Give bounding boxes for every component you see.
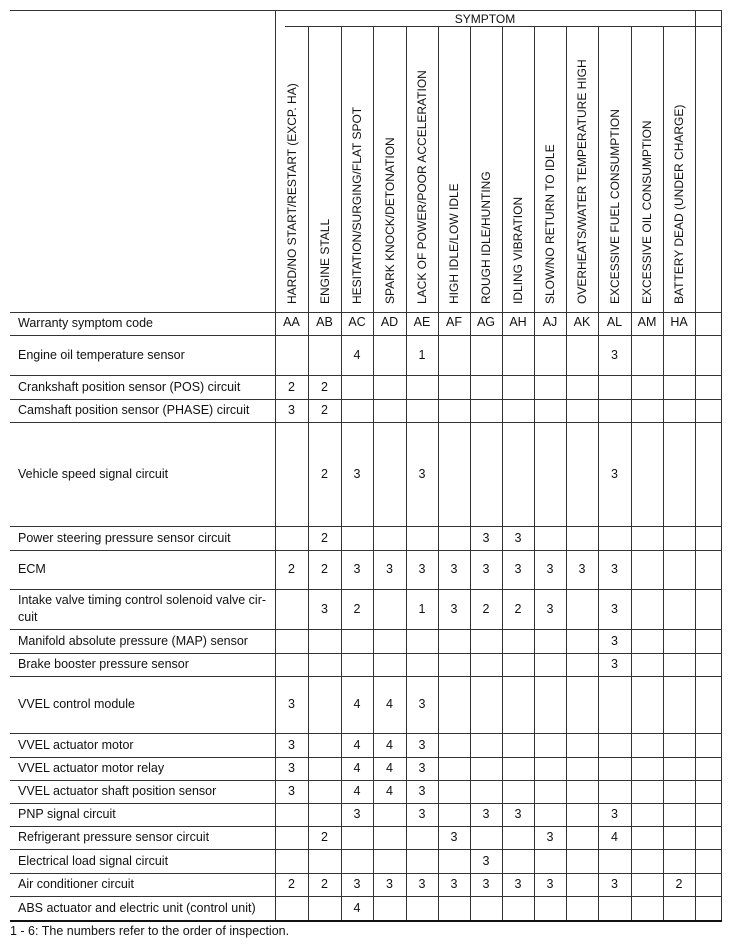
row-divider	[10, 826, 722, 827]
inspection-order-cell: 2	[514, 601, 522, 616]
column-divider	[663, 26, 664, 920]
row-label: Electrical load signal circuit	[18, 853, 169, 868]
inspection-order-cell: 3	[418, 784, 426, 798]
inspection-order-cell: 3	[546, 601, 554, 616]
inspection-order-cell: 3	[450, 877, 458, 891]
inspection-order-cell: 3	[611, 807, 618, 821]
inspection-order-cell: 4	[386, 697, 393, 711]
warranty-code-ag: AG	[476, 315, 496, 329]
row-label: Power steering pressure sensor circuit	[18, 530, 231, 545]
inspection-order-cell: 3	[611, 466, 618, 481]
inspection-order-cell: 3	[450, 830, 458, 844]
row-label: Camshaft position sensor (PHASE) circuit	[18, 403, 250, 417]
inspection-order-cell: 3	[418, 737, 426, 752]
warranty-code-ac: AC	[348, 315, 366, 329]
row-divider	[10, 399, 722, 400]
inspection-order-cell: 3	[611, 877, 618, 891]
row-label: Vehicle speed signal circuit	[18, 466, 169, 481]
inspection-order-cell: 3	[482, 877, 490, 891]
column-divider	[631, 26, 632, 920]
inspection-order-cell: 3	[514, 877, 522, 891]
symptom-header-ah: IDLING VIBRATION	[511, 196, 525, 304]
inspection-order-cell: 3	[353, 562, 361, 576]
row-divider	[10, 676, 722, 677]
footnote: 1 - 6: The numbers refer to the order of inspection.	[10, 924, 290, 938]
symptom-header-ab: ENGINE STALL	[317, 218, 332, 304]
inspection-order-cell: 2	[321, 379, 328, 394]
row-label: PNP signal circuit	[18, 807, 116, 821]
inspection-order-cell: 3	[611, 347, 618, 362]
inspection-order-cell: 3	[288, 784, 295, 798]
row-label: Crankshaft position sensor (POS) circuit	[18, 379, 241, 394]
symptom-header-ae: LACK OF POWER/POOR ACCELERATION	[415, 70, 429, 304]
row-divider	[10, 589, 722, 590]
inspection-order-cell: 3	[611, 601, 618, 616]
row-divider	[10, 849, 722, 850]
row-divider	[10, 803, 722, 804]
inspection-order-cell: 2	[321, 877, 328, 891]
inspection-order-cell: 3	[288, 697, 295, 711]
inspection-order-cell: 2	[288, 562, 295, 576]
inspection-order-cell: 3	[611, 633, 618, 648]
row-divider	[10, 757, 722, 758]
inspection-order-cell: 3	[418, 761, 426, 775]
inspection-order-cell: 4	[353, 697, 361, 711]
diagnosis-table	[10, 10, 722, 938]
warranty-code-am: AM	[637, 315, 657, 329]
column-divider	[470, 26, 471, 920]
inspection-order-cell: 2	[353, 601, 361, 616]
warranty-code-ab: AB	[316, 315, 333, 329]
warranty-code-ad: AD	[380, 315, 399, 329]
inspection-order-cell: 1	[418, 601, 426, 616]
inspection-order-cell: 1	[418, 347, 426, 362]
row-divider	[10, 375, 722, 376]
inspection-order-cell: 4	[353, 737, 361, 752]
inspection-order-cell: 3	[546, 562, 554, 576]
symptom-header-af: HIGH IDLE/LOW IDLE	[447, 183, 461, 304]
warranty-code-ae: AE	[413, 315, 431, 329]
inspection-order-cell: 4	[386, 784, 393, 798]
row-label: VVEL actuator shaft position sensor	[18, 784, 217, 798]
row-label: ECM	[18, 562, 46, 576]
inspection-order-cell: 3	[611, 657, 618, 671]
inspection-order-cell: 3	[546, 830, 554, 844]
inspection-order-cell: 2	[321, 403, 328, 417]
warranty-code-aj: AJ	[542, 315, 558, 329]
row-label: VVEL actuator motor	[18, 737, 134, 752]
inspection-order-cell: 3	[611, 562, 618, 576]
inspection-order-cell: 3	[450, 562, 458, 576]
row-label: VVEL actuator motor relay	[18, 761, 165, 775]
inspection-order-cell: 4	[353, 900, 361, 915]
row-label-line: Intake valve timing control solenoid valve cir-	[18, 593, 267, 607]
inspection-order-cell: 3	[288, 737, 295, 752]
inspection-order-cell: 3	[353, 877, 361, 891]
symptom-header-ac: HESITATION/SURGING/FLAT SPOT	[350, 106, 364, 304]
column-divider	[438, 26, 439, 920]
warranty-code-ha: HA	[670, 315, 688, 329]
row-divider	[10, 733, 722, 734]
row-divider	[10, 873, 722, 874]
row-label-line: cuit	[18, 610, 38, 624]
row-divider	[10, 335, 722, 336]
warranty-code-al: AL	[606, 315, 623, 329]
inspection-order-cell: 3	[288, 403, 295, 417]
inspection-order-cell: 3	[546, 877, 554, 891]
inspection-order-cell: 3	[482, 807, 490, 821]
row-divider	[10, 629, 722, 630]
inspection-order-cell: 2	[321, 830, 328, 844]
inspection-order-cell: 2	[321, 530, 328, 545]
row-divider	[10, 896, 722, 897]
inspection-order-cell: 3	[353, 466, 361, 481]
inspection-order-cell: 3	[482, 562, 490, 576]
table-top-border	[10, 10, 722, 11]
warranty-code-ah: AH	[509, 315, 527, 329]
inspection-order-cell: 3	[482, 853, 490, 868]
row-label: Brake booster pressure sensor	[18, 657, 189, 671]
inspection-order-cell: 3	[418, 697, 426, 711]
row-divider	[10, 653, 722, 654]
symptom-title: SYMPTOM	[454, 12, 516, 26]
row-label	[18, 592, 266, 626]
row-label: Engine oil temperature sensor	[18, 347, 185, 362]
row-divider	[10, 526, 722, 527]
inspection-order-cell: 3	[418, 466, 426, 481]
inspection-order-cell: 2	[321, 466, 328, 481]
symptom-header-ha: BATTERY DEAD (UNDER CHARGE)	[672, 104, 686, 304]
table-right-border	[721, 10, 722, 920]
inspection-order-cell: 3	[418, 562, 426, 576]
symptom-header-ad: SPARK KNOCK/DETONATION	[382, 137, 397, 304]
row-divider	[10, 550, 722, 551]
row-divider	[10, 312, 722, 313]
inspection-order-cell: 3	[578, 562, 586, 576]
inspection-order-cell: 2	[482, 601, 490, 616]
inspection-order-cell: 3	[514, 530, 522, 545]
warranty-code-ak: AK	[573, 315, 591, 329]
symptom-header-aa: HARD/NO START/RESTART (EXCP. HA)	[284, 83, 299, 304]
inspection-order-cell: 2	[321, 562, 328, 576]
inspection-order-cell: 2	[288, 877, 295, 891]
inspection-order-cell: 2	[675, 877, 683, 891]
inspection-order-cell: 4	[386, 737, 393, 752]
inspection-order-cell: 2	[288, 379, 295, 394]
inspection-order-cell: 3	[418, 807, 426, 821]
symptom-header-ak: OVERHEATS/WATER TEMPERATURE HIGH	[575, 59, 589, 304]
inspection-order-cell: 4	[611, 830, 618, 844]
column-divider	[534, 26, 535, 920]
symptom-title-divider	[285, 26, 722, 27]
symptom-header-am: EXCESSIVE OIL CONSUMPTION	[640, 120, 654, 304]
row-label: Air conditioner circuit	[18, 877, 135, 891]
symptom-header-ag: ROUGH IDLE/HUNTING	[479, 171, 493, 304]
column-divider	[502, 26, 503, 920]
inspection-order-cell: 4	[353, 347, 361, 362]
inspection-order-cell: 4	[353, 784, 361, 798]
symptom-header-al: EXCESSIVE FUEL CONSUMPTION	[607, 109, 622, 304]
inspection-order-cell: 3	[386, 562, 393, 576]
inspection-order-cell: 3	[353, 807, 361, 821]
column-divider	[695, 10, 696, 920]
inspection-order-cell: 3	[386, 877, 393, 891]
row-label: VVEL control module	[18, 697, 135, 711]
row-label: Manifold absolute pressure (MAP) sensor	[18, 633, 248, 648]
row-divider	[10, 780, 722, 781]
column-divider	[566, 26, 567, 920]
symptom-header-aj: SLOW/NO RETURN TO IDLE	[543, 144, 557, 304]
row-label: ABS actuator and electric unit (control unit)	[18, 900, 256, 915]
row-label: Refrigerant pressure sensor circuit	[18, 830, 210, 844]
warranty-code-aa: AA	[283, 315, 300, 329]
inspection-order-cell: 3	[288, 761, 295, 775]
warranty-code-af: AF	[446, 315, 462, 329]
inspection-order-cell: 3	[450, 601, 458, 616]
row-divider	[10, 422, 722, 423]
inspection-order-cell: 4	[353, 761, 361, 775]
inspection-order-cell: 3	[418, 877, 426, 891]
inspection-order-cell: 4	[386, 761, 393, 775]
inspection-order-cell: 3	[482, 530, 490, 545]
warranty-code-label: Warranty symptom code	[18, 316, 153, 330]
inspection-order-cell: 3	[514, 562, 522, 576]
inspection-order-cell: 3	[321, 601, 328, 616]
inspection-order-cell: 3	[514, 807, 522, 821]
table-bottom-border	[10, 920, 722, 922]
